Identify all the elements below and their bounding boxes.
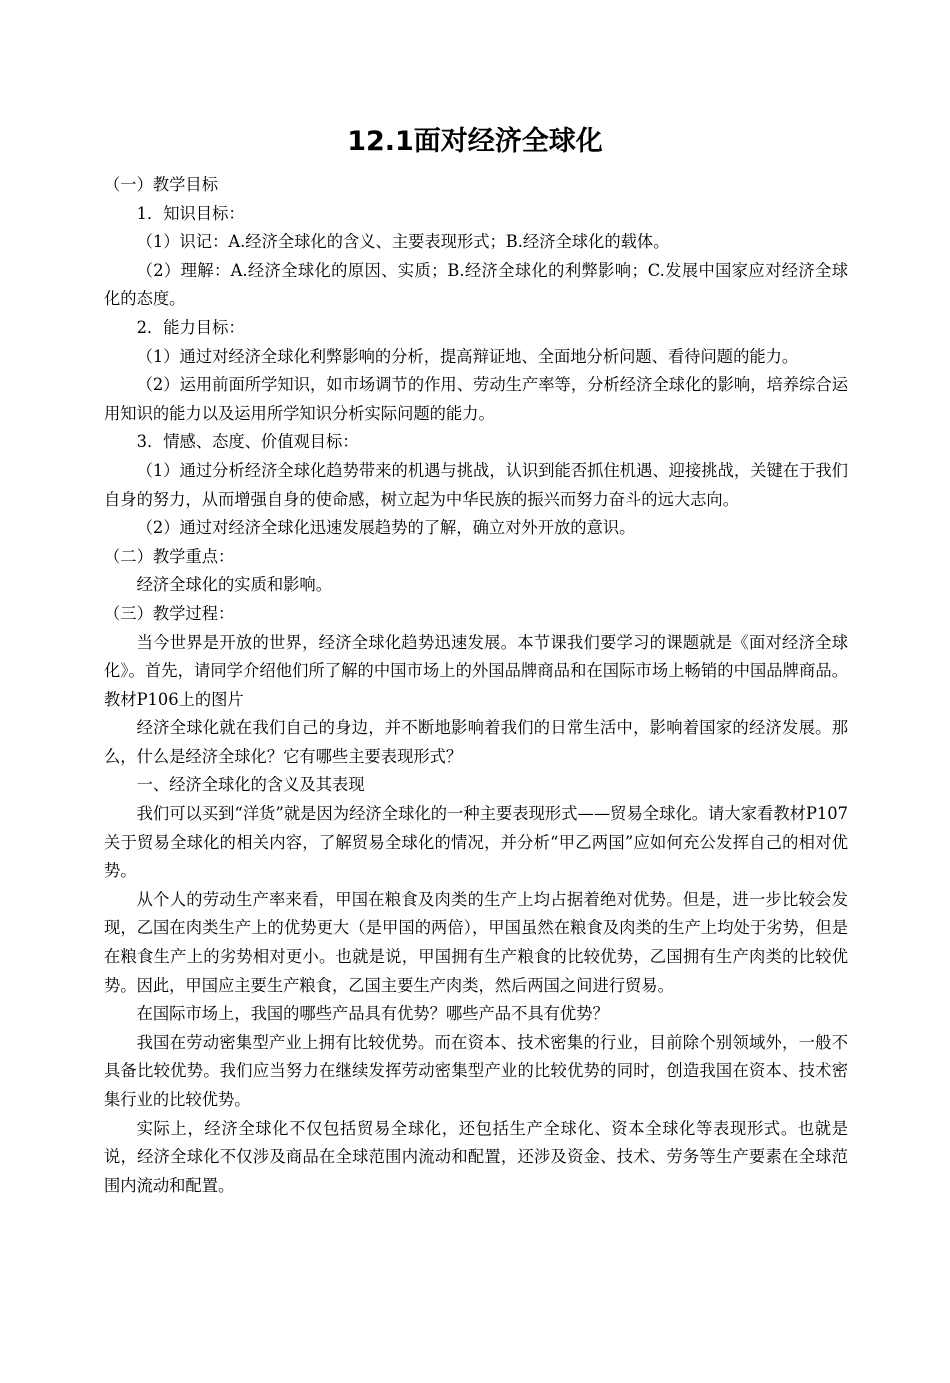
subheading-values: 3．情感、态度、价值观目标： <box>136 432 359 452</box>
paragraph: （1）通过对经济全球化利弊影响的分析，提高辩证地、全面地分析问题、看待问题的能力。 <box>136 346 799 366</box>
section-heading-objectives: （一）教学目标 <box>104 175 218 194</box>
paragraph: （1）通过分析经济全球化趋势带来的机遇与挑战，认识到能否抓住机遇、迎接挑战，关键在于我们自身的努力，从而增强自身的使命感，树立起为中华民族的振兴而努力奋斗的远大志向。 <box>104 460 848 509</box>
subheading-knowledge: 1．知识目标： <box>136 203 245 223</box>
paragraph: （2）通过对经济全球化迅速发展趋势的了解，确立对外开放的意识。 <box>136 518 636 538</box>
document-body <box>104 171 848 1200</box>
paragraph: 从个人的劳动生产率来看，甲国在粮食及肉类的生产上均占据着绝对优势。但是，进一步比较会发现，乙国在肉类生产上的优势更大（是甲国的两倍），甲国虽然在粮食及肉类的生产上均处于劣势，但是在粮食生产上的劣势相对更小。也就是说，甲国拥有生产粮食的比较优势，乙国拥有生产肉类的比较优势。因此，甲国应主要生产粮食，乙国主要生产肉类，然后两国之间进行贸易。 <box>104 889 848 995</box>
paragraph: （2）运用前面所学知识，如市场调节的作用、劳动生产率等，分析经济全球化的影响，培养综合运用知识的能力以及运用所学知识分析实际问题的能力。 <box>104 375 848 423</box>
paragraph: 当今世界是开放的世界，经济全球化趋势迅速发展。本节课我们要学习的课题就是《面对经济全球化》。首先，请同学介绍他们所了解的中国市场上的外国品牌商品和在国际市场上畅销的中国品牌商品。教材P106上的图片 <box>104 632 848 709</box>
paragraph: 我们可以买到“洋货”就是因为经济全球化的一种主要表现形式——贸易全球化。请大家看教材P107关于贸易全球化的相关内容，了解贸易全球化的情况，并分析“甲乙两国”应如何充公发挥自己的相对优势。 <box>104 804 848 881</box>
document-title: 12.1面对经济全球化 <box>347 126 603 157</box>
subheading-ability: 2．能力目标： <box>136 317 245 337</box>
paragraph: 实际上，经济全球化不仅包括贸易全球化，还包括生产全球化、资本全球化等表现形式。也就是说，经济全球化不仅涉及商品在全球范围内流动和配置，还涉及资金、技术、劳务等生产要素在全球范围内流动和配置。 <box>104 1118 848 1195</box>
paragraph: （2）理解：A.经济全球化的原因、实质；B.经济全球化的利弊影响；C.发展中国家应对经济全球化的态度。 <box>104 260 848 309</box>
paragraph: 我国在劳动密集型产业上拥有比较优势。而在资本、技术密集的行业，目前除个别领域外，一般不具备比较优势。我们应当努力在继续发挥劳动密集型产业的比较优势的同时，创造我国在资本、技术密集行业的比较优势。 <box>104 1032 848 1109</box>
section-heading-focus: （二）教学重点： <box>104 546 235 566</box>
paragraph: （1）识记：A.经济全球化的含义、主要表现形式；B.经济全球化的载体。 <box>136 232 670 252</box>
subheading-meaning: 一、经济全球化的含义及其表现 <box>136 775 365 795</box>
paragraph: 经济全球化的实质和影响。 <box>136 575 332 595</box>
section-heading-process: （三）教学过程： <box>104 603 235 623</box>
paragraph: 在国际市场上，我国的哪些产品具有优势？哪些产品不具有优势？ <box>136 1004 609 1024</box>
paragraph: 经济全球化就在我们自己的身边，并不断地影响着我们的日常生活中，影响着国家的经济发展。那么，什么是经济全球化？它有哪些主要表现形式？ <box>104 718 848 766</box>
